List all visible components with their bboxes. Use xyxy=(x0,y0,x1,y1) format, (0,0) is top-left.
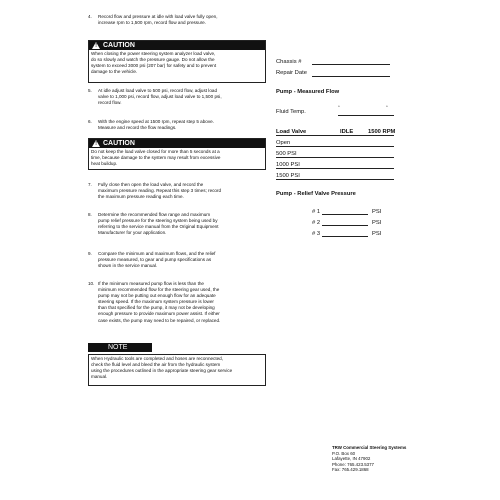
degree-symbol-2: ° xyxy=(386,105,388,110)
step-number: 7. xyxy=(88,182,92,187)
step-text: Determine the recommended flow range and maximum pump relief pressure for the steering system being used by referring to the service manual from the Original Equipment Manufacturer for your application. xyxy=(98,212,219,236)
fluid-temp-label: Fluid Temp. xyxy=(276,109,306,115)
chassis-field[interactable] xyxy=(312,57,390,65)
exclamation-icon: ! xyxy=(95,140,97,147)
caution-box-1 xyxy=(88,40,266,83)
relief-row-1-label: # 1 xyxy=(312,209,321,215)
relief-row-2-unit: PSI xyxy=(372,220,382,226)
measured-flow-heading: Pump - Measured Flow xyxy=(276,89,340,95)
step-7 xyxy=(88,182,278,202)
table-header-idle: IDLE xyxy=(340,129,354,135)
step-number: 5. xyxy=(88,88,92,93)
note-header: NOTE xyxy=(88,343,152,352)
step-6 xyxy=(88,119,278,133)
row-rule xyxy=(276,168,394,169)
repair-date-label: Repair Date xyxy=(276,70,307,76)
relief-row-2-field[interactable] xyxy=(322,219,368,226)
degree-symbol-1: ° xyxy=(338,105,340,110)
table-row-500: 500 PSI xyxy=(276,151,297,157)
caution-title: CAUTION xyxy=(103,42,135,49)
company-address xyxy=(332,445,452,473)
fax-line: Fax: 765.429.1868 xyxy=(332,467,369,473)
step-text: At idle adjust load valve to 500 psi, record flow, adjust load valve to 1,000 psi, record flow, adjust load valve to 1,500 psi, record flow. xyxy=(98,88,222,106)
relief-row-3-unit: PSI xyxy=(372,231,382,237)
relief-row-1-field[interactable] xyxy=(322,208,368,215)
caution-text: When closing the power steering system analyzer load valve, do so slowly and watch the pressure gauge. Do not allow the system to exceed 3000 psi (207 bar) for safety and to prevent damage to the vehicle. xyxy=(91,50,217,74)
note-text: When Hydraulic tools are completed and hoses are reconnected, check the fluid level and bleed the air from the hydraulic system using the procedures outlined in the appropriate steering gear service manual. xyxy=(88,354,266,386)
table-row-1500: 1500 PSI xyxy=(276,173,300,179)
step-4 xyxy=(88,14,278,28)
step-10 xyxy=(88,281,278,327)
relief-row-3-field[interactable] xyxy=(322,230,368,237)
step-text: With the engine speed at 1500 rpm, repeat step 5 above. Measure and record the flow readings. xyxy=(98,119,214,131)
step-5 xyxy=(88,88,278,108)
phone-line: Phone: 765.423.5377 xyxy=(332,461,374,467)
step-text: If the minimum measured pump flow is less than the minimum recommended flow for the steering gear used, the pump may not be putting out enough flow for an adequate steering speed. If the maximum system pressure is lower than that specified for the pump, it may not be developing enough pressure to provide maximum power assist. If either case exists, the pump may need to be repaired, or replaced. xyxy=(98,281,221,323)
note-box xyxy=(88,343,266,386)
relief-row-1-unit: PSI xyxy=(372,209,382,215)
chassis-label: Chassis # xyxy=(276,59,302,65)
caution-text: Do not keep the load valve closed for more than 5 seconds at a time, because damage to the system may result from excessive heat buildup. xyxy=(91,148,221,166)
table-header-load-valve: Load Valve xyxy=(276,129,307,135)
row-rule xyxy=(276,179,394,180)
step-text: Compare the minimum and maximum flows, and the relief pressure measured, to gear and pump specifications as shown in the service manual. xyxy=(98,251,216,269)
step-number: 6. xyxy=(88,119,92,124)
row-rule xyxy=(276,157,394,158)
step-8 xyxy=(88,212,278,238)
address-line-1: P.O. Box 60 xyxy=(332,450,356,456)
step-text: Record flow and pressure at idle with load valve fully open, increase rpm to 1,500 rpm, record flow and pressure. xyxy=(98,14,218,26)
row-rule xyxy=(276,146,394,147)
caution-header xyxy=(89,139,265,148)
table-row-open: Open xyxy=(276,140,291,146)
caution-header xyxy=(89,41,265,50)
step-number: 10. xyxy=(88,281,95,286)
step-text: Fully close then open the load valve, and record the maximum pressure reading. Repeat this step 3 times; record the maximum pressure reading each time. xyxy=(98,182,222,200)
repair-date-field[interactable] xyxy=(312,69,390,77)
relief-row-2-label: # 2 xyxy=(312,220,321,226)
caution-title: CAUTION xyxy=(103,140,135,147)
relief-pressure-heading: Pump - Relief Valve Pressure xyxy=(276,191,356,197)
table-row-1000: 1000 PSI xyxy=(276,162,300,168)
company-name: TRW Commercial Steering Systems xyxy=(332,445,407,450)
step-9 xyxy=(88,251,278,271)
step-number: 4. xyxy=(88,14,92,19)
caution-box-2 xyxy=(88,138,266,170)
relief-row-3-label: # 3 xyxy=(312,231,321,237)
step-number: 9. xyxy=(88,251,92,256)
step-number: 8. xyxy=(88,212,92,217)
table-header-1500rpm: 1500 RPM xyxy=(368,129,396,135)
table-header-rule xyxy=(276,135,394,136)
address-line-2: Lafayette, IN 47902 xyxy=(332,456,371,462)
exclamation-icon: ! xyxy=(95,42,97,49)
